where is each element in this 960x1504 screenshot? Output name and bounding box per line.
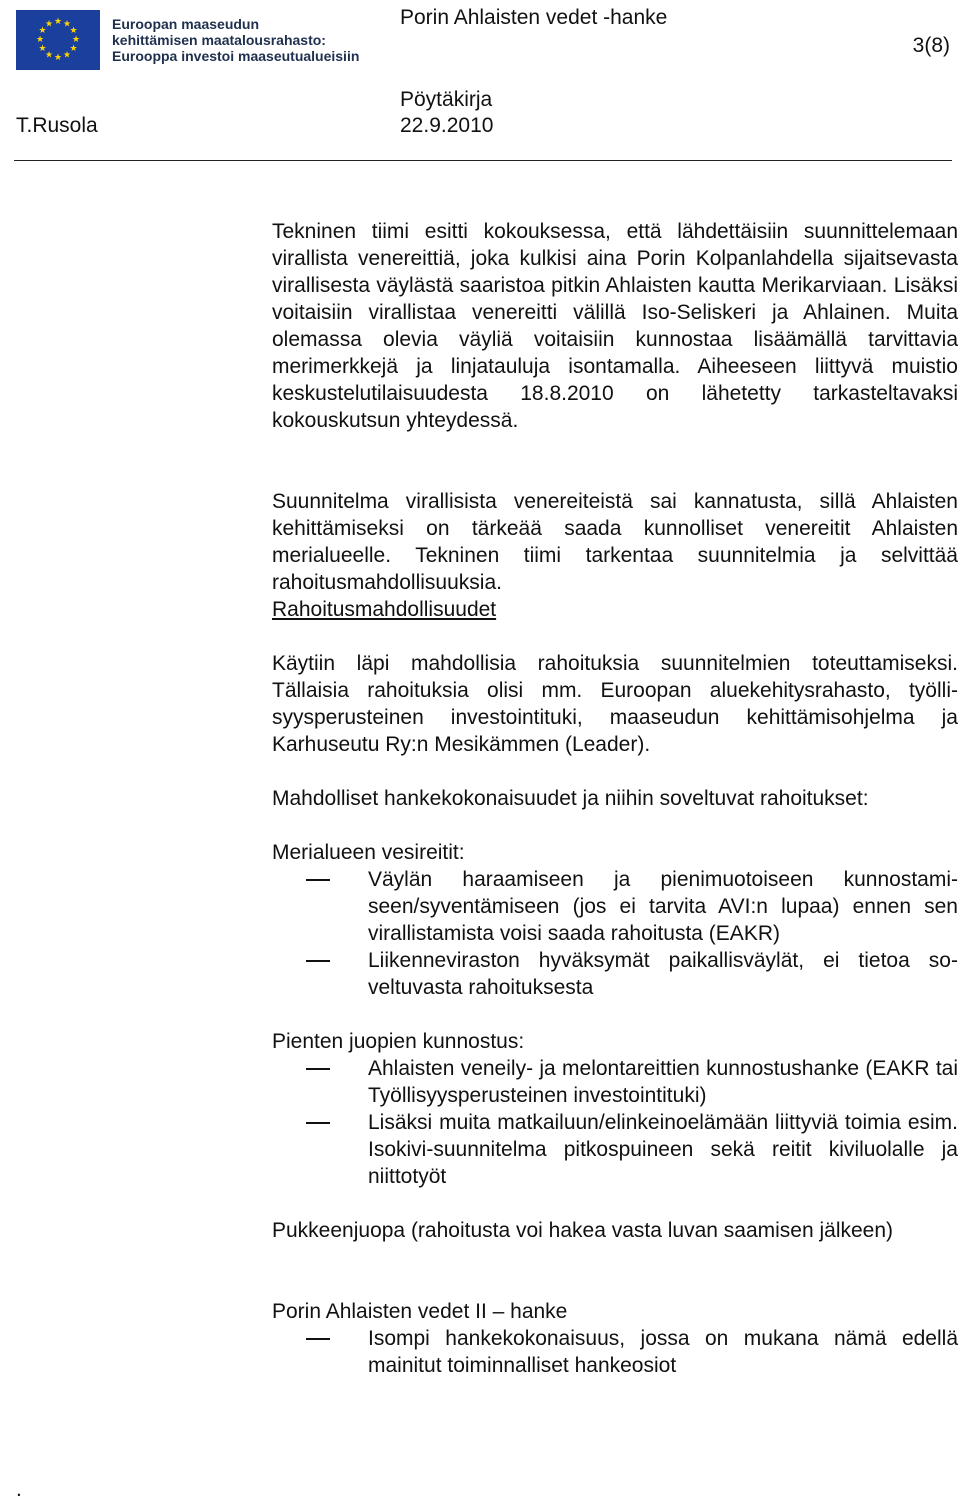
paragraph-text: Käytiin läpi mahdollisia rahoituksia suunnitelmien toteuttamiseksi. Tällaisia rahoituksia olisi mm. Euroopan aluekehitysrahasto, työllisyysperusteinen investointituki, maaseudun kehittämisohjelma ja Karhuseutu Ry:n Mesikämmen (Leader).	[272, 652, 958, 756]
svg-text:★: ★	[53, 17, 63, 27]
section-phase-two	[272, 1298, 958, 1379]
svg-text:★: ★	[44, 19, 54, 30]
list-item-text: Isompi hankekokonaisuus, jossa on mukana nämä edellä mainitut toiminnalliset hankeosiot	[368, 1327, 958, 1377]
list-item-text: Ahlaisten veneily- ja melontareittien kunnostushanke (EAKR tai Työllisyysperusteinen investointituki)	[368, 1057, 958, 1107]
paragraph	[272, 650, 958, 758]
dash-bullet-icon	[306, 1122, 330, 1124]
document-date: 22.9.2010	[400, 114, 494, 137]
list-item	[272, 947, 958, 1001]
dash-bullet-icon	[306, 879, 330, 881]
section-small-channels	[272, 1028, 958, 1190]
paragraph	[272, 218, 958, 434]
dash-bullet-icon	[306, 1068, 330, 1070]
logo-line: Euroopan maaseudun	[112, 16, 260, 32]
svg-text:★: ★	[53, 53, 63, 63]
logo-text	[112, 16, 359, 64]
list-item	[272, 1055, 958, 1109]
section-title: Pienten juopien kunnostus:	[272, 1030, 525, 1053]
svg-text:★: ★	[38, 44, 47, 54]
paragraph-text: Mahdolliset hankekokonaisuudet ja niihin soveltuvat rahoitukset:	[272, 787, 869, 810]
author: T.Rusola	[16, 114, 98, 137]
paragraph-text: Pukkeenjuopa (rahoitusta voi hakea vasta luvan saamisen jälkeen)	[272, 1219, 894, 1242]
section-heading	[272, 596, 958, 623]
heading-text: Rahoitusmahdollisuudet	[272, 598, 497, 621]
project-title: Porin Ahlaisten vedet -hanke	[400, 6, 668, 29]
paragraph	[272, 1217, 958, 1244]
list-item	[272, 866, 958, 947]
paragraph-text: Tekninen tiimi esitti kokouksessa, että lähdettäisiin suunnittelemaan virallista venereittiä, joka kulkisi aina Porin Kolpanlahdella sijaitsevasta virallisesta väylästä saaristoa pitkin Ahlaisten kautta Merikarviaan. Lisäksi voitaisiin virallistaa venereitti välillä Iso-Seliskeri ja Ahlainen. Muita olemassa olevia väyliä voitaisiin kunnostaa lisäämällä tarvittavia merimerkkejä ja linjatauluja isontamalla. Aiheeseen liittyvä muistio keskustelutilaisuudesta 18.8.2010 on lähetetty tarkasteltavaksi kokouskutsun yhteydessä.	[272, 220, 958, 432]
svg-text:★: ★	[69, 44, 78, 54]
paragraph	[272, 488, 958, 596]
svg-text:★: ★	[44, 50, 54, 61]
dash-bullet-icon	[306, 960, 330, 962]
eu-flag-icon	[16, 10, 100, 70]
list-item-text: Väylän haraamiseen ja pienimuotoiseen kunnostamiseen/syventämiseen (jos ei tarvita AVI:n lupaa) ennen sen virallistamista voisi saada rahoitusta (EAKR)	[368, 868, 958, 945]
svg-text:★: ★	[71, 35, 81, 45]
svg-text:★: ★	[69, 26, 78, 36]
logo-line: kehittämisen maatalousrahasto:	[112, 32, 326, 48]
svg-text:★: ★	[62, 50, 72, 61]
section-marine-routes	[272, 839, 958, 1001]
svg-text:★: ★	[38, 26, 47, 36]
dash-bullet-icon	[306, 1338, 330, 1340]
section-title: Merialueen vesireitit:	[272, 841, 465, 864]
document-type: Pöytäkirja	[400, 88, 493, 111]
logo-line: Eurooppa investoi maaseutualueisiin	[112, 48, 360, 64]
paragraph-text: Suunnitelma virallisista venereiteistä sai kannatusta, sillä Ahlaisten kehittämiseksi on tärkeää saada kunnolliset venereitit Ahlaisten merialueelle. Tekninen tiimi tarkentaa suunnitelmia ja selvittää rahoitusmahdollisuuksia.	[272, 490, 958, 594]
list-item-text: Liikenneviraston hyväksymät paikallisväylät, ei tietoa soveltuvasta rahoituksesta	[368, 949, 958, 999]
svg-text:★: ★	[62, 19, 72, 30]
section-title: Porin Ahlaisten vedet II – hanke	[272, 1300, 568, 1323]
eu-logo	[16, 10, 366, 72]
paragraph	[272, 785, 958, 812]
svg-text:★: ★	[35, 35, 45, 45]
list-item	[272, 1325, 958, 1379]
footer-mark: .	[16, 1478, 22, 1501]
header-divider	[14, 160, 952, 161]
list-item-text: Lisäksi muita matkailuun/elinkeinoelämään liittyviä toimia esim. Isokivi-suunnitelma pitkospuineen sekä reitit kiviluolalle ja niittotyöt	[368, 1111, 958, 1188]
page-number: 3(8)	[912, 34, 950, 57]
list-item	[272, 1109, 958, 1190]
